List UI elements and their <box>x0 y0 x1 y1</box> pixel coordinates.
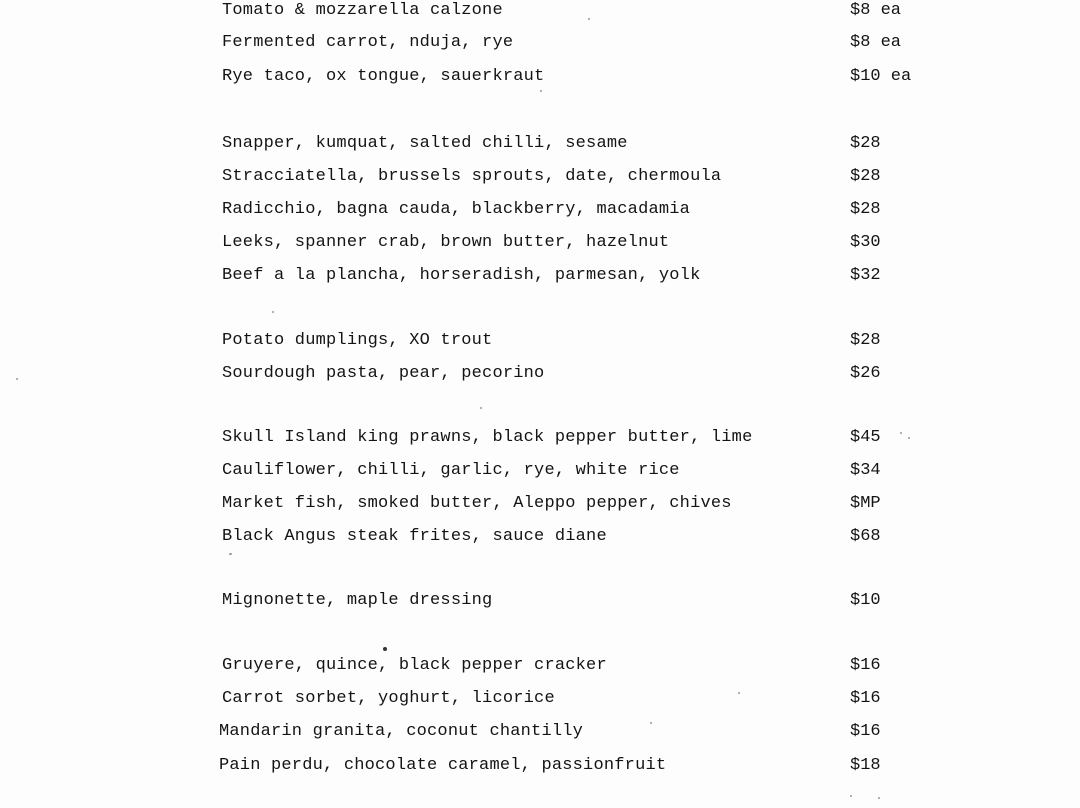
scan-speck <box>272 311 274 313</box>
menu-item <box>0 0 1080 24</box>
menu-item-name: Radicchio, bagna cauda, blackberry, macadamia <box>222 200 691 219</box>
menu-item <box>0 493 1080 517</box>
menu-item <box>0 427 1080 451</box>
scan-speck <box>480 407 482 409</box>
menu-item <box>0 265 1080 289</box>
menu-item-name: Fermented carrot, nduja, rye <box>222 33 514 52</box>
menu-item-name: Rye taco, ox tongue, sauerkraut <box>222 67 545 86</box>
menu-item <box>0 330 1080 354</box>
menu-item <box>0 721 1080 745</box>
scan-speck <box>540 90 542 92</box>
scan-speck <box>383 647 387 651</box>
menu-item-price: $8 ea <box>850 33 902 52</box>
menu-item <box>0 199 1080 223</box>
menu-item-price: $28 <box>850 331 881 350</box>
menu-item-price: $18 <box>850 756 881 775</box>
menu-item-name: Mandarin granita, coconut chantilly <box>219 722 584 741</box>
menu-item-price: $MP <box>850 494 881 513</box>
menu-item <box>0 655 1080 679</box>
menu-item-name: Cauliflower, chilli, garlic, rye, white rice <box>222 461 680 480</box>
menu-item-name: Beef a la plancha, horseradish, parmesan, yolk <box>222 266 701 285</box>
menu-item-price: $32 <box>850 266 881 285</box>
menu-item <box>0 755 1080 779</box>
menu-item-name: Leeks, spanner crab, brown butter, hazelnut <box>222 233 670 252</box>
menu-item-name: Gruyere, quince, black pepper cracker <box>222 656 607 675</box>
menu-item-price: $16 <box>850 722 881 741</box>
menu-item-name: Mignonette, maple dressing <box>222 591 493 610</box>
scan-speck <box>588 18 590 20</box>
menu-item-name: Tomato & mozzarella calzone <box>222 1 503 20</box>
menu-item-price: $30 <box>850 233 881 252</box>
scan-speck <box>900 432 902 434</box>
scan-speck <box>738 692 740 694</box>
menu-item-price: $28 <box>850 167 881 186</box>
menu-item-name: Market fish, smoked butter, Aleppo pepper, chives <box>222 494 732 513</box>
scan-speck <box>878 797 880 799</box>
menu-item-price: $16 <box>850 656 881 675</box>
menu-item-price: $45 <box>850 428 881 447</box>
menu-item-name: Snapper, kumquat, salted chilli, sesame <box>222 134 628 153</box>
menu-item-name: Stracciatella, brussels sprouts, date, chermoula <box>222 167 722 186</box>
menu-item-price: $10 <box>850 591 881 610</box>
menu-item-price: $28 <box>850 200 881 219</box>
menu-item <box>0 590 1080 614</box>
menu-item <box>0 460 1080 484</box>
menu-item-price: $10 ea <box>850 67 912 86</box>
menu-item-name: Skull Island king prawns, black pepper butter, lime <box>222 428 753 447</box>
menu-item <box>0 133 1080 157</box>
menu-item-name: Potato dumplings, XO trout <box>222 331 493 350</box>
menu-item <box>0 363 1080 387</box>
menu-item-price: $16 <box>850 689 881 708</box>
menu-item-price: $28 <box>850 134 881 153</box>
menu-item-price: $8 ea <box>850 1 902 20</box>
scan-speck <box>650 722 652 724</box>
menu-item-price: $68 <box>850 527 881 546</box>
menu-item-name: Carrot sorbet, yoghurt, licorice <box>222 689 555 708</box>
menu-item <box>0 166 1080 190</box>
menu-item-name: Pain perdu, chocolate caramel, passionfruit <box>219 756 667 775</box>
menu-item <box>0 232 1080 256</box>
menu-item-name: Sourdough pasta, pear, pecorino <box>222 364 545 383</box>
menu-item-price: $34 <box>850 461 881 480</box>
scan-speck <box>908 437 910 439</box>
menu-item <box>0 66 1080 90</box>
menu-item-price: $26 <box>850 364 881 383</box>
scan-speck <box>229 553 232 555</box>
scan-speck <box>850 795 852 797</box>
scan-speck <box>16 378 18 380</box>
menu-item <box>0 688 1080 712</box>
menu-item <box>0 32 1080 56</box>
menu-item <box>0 526 1080 550</box>
menu-item-name: Black Angus steak frites, sauce diane <box>222 527 607 546</box>
